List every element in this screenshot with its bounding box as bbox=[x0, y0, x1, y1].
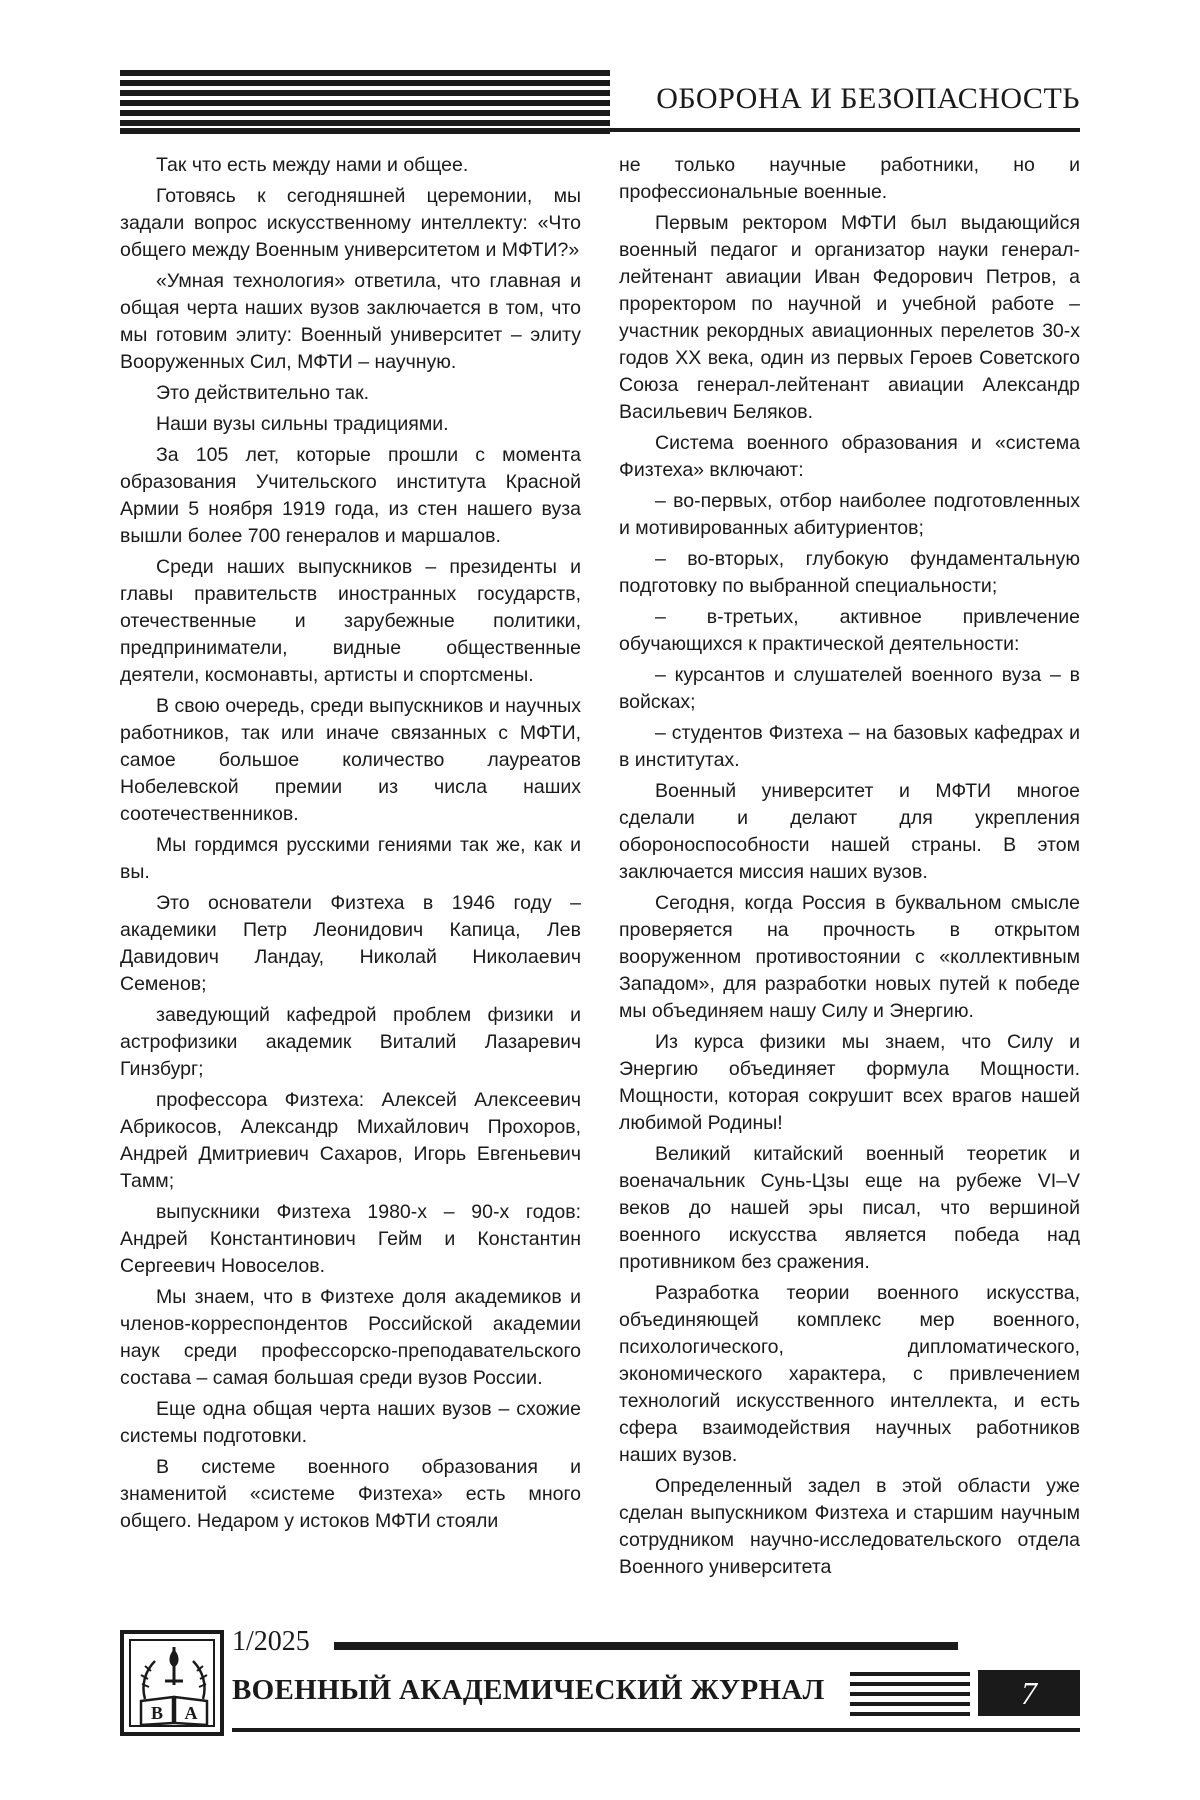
footer-rule bbox=[232, 1728, 1080, 1732]
paragraph: Это основатели Физтеха в 1946 году – академики Петр Леонидович Капица, Лев Давидович Ландау, Николай Николаевич Семенов; bbox=[120, 892, 581, 995]
footer-stripe bbox=[850, 1672, 970, 1676]
paragraph: выпускники Физтеха 1980-х – 90-х годов: Андрей Константинович Гейм и Константин Сергеевич Новоселов. bbox=[120, 1201, 581, 1277]
header-stripe bbox=[120, 80, 610, 86]
emblem-frame bbox=[129, 1639, 215, 1727]
journal-title: ВОЕННЫЙ АКАДЕМИЧЕСКИЙ ЖУРНАЛ bbox=[232, 1674, 825, 1706]
emblem-letter: А bbox=[184, 1703, 198, 1723]
header-stripe bbox=[120, 128, 610, 134]
footer-stripe bbox=[850, 1682, 970, 1686]
list-item: – в-третьих, активное привлечение обучающихся к практической деятельности: bbox=[619, 606, 1080, 655]
paragraph: В свою очередь, среди выпускников и научных работников, так или иначе связанных с МФТИ, самое большое количество лауреатов Нобелевской премии из числа наших соотечественников. bbox=[120, 695, 581, 825]
flame-icon bbox=[169, 1649, 178, 1667]
paragraph: заведующий кафедрой проблем физики и астрофизики академик Виталий Лазаревич Гинзбург; bbox=[120, 1004, 581, 1080]
paragraph: Великий китайский военный теоретик и военачальник Сунь-Цзы еще на рубеже VI–V веков до нашей эры писал, что вершиной военного искусства является победа над противником без сражения. bbox=[619, 1143, 1080, 1273]
header-stripe bbox=[120, 90, 610, 96]
paragraph: Так что есть между нами и общее. bbox=[156, 154, 469, 176]
section-title-rule bbox=[610, 128, 1080, 132]
issue-number: 1/2025 bbox=[232, 1626, 310, 1657]
list-item: – курсантов и слушателей военного вуза – в войсках; bbox=[619, 664, 1080, 713]
page-header bbox=[120, 70, 1080, 134]
list-item: – во-первых, отбор наиболее подготовленных и мотивированных абитуриентов; bbox=[619, 490, 1080, 539]
paragraph: Готовясь к сегодняшней церемонии, мы задали вопрос искусственному интеллекту: «Что общего между Военным университетом и МФТИ?» bbox=[120, 185, 581, 261]
paragraph: Из курса физики мы знаем, что Силу и Энергию объединяет формула Мощности. Мощности, которая сокрушит всех врагов нашей любимой Родины! bbox=[619, 1031, 1080, 1134]
paragraph: Мы гордимся русскими гениями так же, как и вы. bbox=[120, 834, 581, 883]
issue-rule bbox=[334, 1642, 958, 1650]
left-column bbox=[120, 152, 581, 1539]
right-column bbox=[619, 152, 1080, 1585]
paragraph: профессора Физтеха: Алексей Алексеевич Абрикосов, Александр Михайлович Прохоров, Андрей Дмитриевич Сахаров, Игорь Евгеньевич Тамм; bbox=[120, 1089, 581, 1192]
header-stripe bbox=[120, 120, 610, 126]
paragraph: Мы знаем, что в Физтехе доля академиков и членов-корреспондентов Российской академии наук среди профессорско-преподавательского состава – самая большая среди вузов России. bbox=[120, 1286, 581, 1389]
list-item: – студентов Физтеха – на базовых кафедрах и в институтах. bbox=[619, 722, 1080, 771]
paragraph: В системе военного образования и знаменитой «системе Физтеха» есть много общего. Недаром у истоков МФТИ стояли bbox=[120, 1456, 581, 1532]
paragraph: Первым ректором МФТИ был выдающийся военный педагог и организатор науки генерал-лейтенант авиации Иван Федорович Петров, а проректором по научной и учебной работе – участник рекордных авиационных перелетов 30-х годов XX века, один из первых Героев Советского Союза генерал-лейтенант авиации Александр Васильевич Беляков. bbox=[619, 212, 1080, 423]
footer-stripe bbox=[850, 1692, 970, 1696]
header-stripe bbox=[120, 100, 610, 106]
paragraph: Среди наших выпускников – президенты и главы правительств иностранных государств, отечественные и зарубежные политики, предприниматели, видные общественные деятели, космонавты, артисты и спортсмены. bbox=[120, 556, 581, 686]
page-number: 7 bbox=[1021, 1675, 1037, 1711]
article-body bbox=[120, 152, 1080, 1592]
header-stripe bbox=[120, 110, 610, 116]
paragraph: Это действительно так. bbox=[156, 382, 370, 404]
paragraph: За 105 лет, которые прошли с момента образования Учительского института Красной Армии 5 ноября 1919 года, из стен нашего вуза вышли более 700 генералов и маршалов. bbox=[120, 444, 581, 547]
journal-emblem-icon bbox=[120, 1630, 224, 1736]
paragraph: Наши вузы сильны традициями. bbox=[156, 413, 449, 435]
page-footer bbox=[120, 1626, 1080, 1740]
paragraph: Сегодня, когда Россия в буквальном смысле проверяется на прочность в открытом вооруженном противостоянии с «коллективным Западом», для разработки новых путей к победе мы объединяем нашу Силу и Энергию. bbox=[619, 892, 1080, 1022]
paragraph: «Умная технология» ответила, что главная и общая черта наших вузов заключается в том, что мы готовим элиту: Военный университет – элиту Вооруженных Сил, МФТИ – научную. bbox=[120, 270, 581, 373]
paragraph: Разработка теории военного искусства, объединяющей комплекс мер военного, психологического, дипломатического, экономического характера, с привлечением технологий искусственного интеллекта, и есть сфера взаимодействия научных работников наших вузов. bbox=[619, 1282, 1080, 1466]
footer-stripe bbox=[850, 1712, 970, 1716]
section-title: ОБОРОНА И БЕЗОПАСНОСТЬ bbox=[656, 82, 1080, 115]
paragraph: не только научные работники, но и профессиональные военные. bbox=[619, 154, 1080, 203]
list-item: – во-вторых, глубокую фундаментальную подготовку по выбранной специальности; bbox=[619, 548, 1080, 597]
footer-stripe bbox=[850, 1702, 970, 1706]
header-stripe bbox=[120, 70, 610, 76]
paragraph: Система военного образования и «система Физтеха» включают: bbox=[619, 432, 1080, 481]
paragraph: Военный университет и МФТИ многое сделали и делают для укрепления обороноспособности нашей страны. В этом заключается миссия наших вузов. bbox=[619, 780, 1080, 883]
paragraph: Определенный задел в этой области уже сделан выпускником Физтеха и старшим научным сотрудником научно-исследовательского отдела Военного университета bbox=[619, 1475, 1080, 1578]
emblem-graphic bbox=[131, 1641, 217, 1729]
paragraph: Еще одна общая черта наших вузов – схожие системы подготовки. bbox=[120, 1398, 581, 1447]
emblem-letter: В bbox=[150, 1703, 164, 1723]
